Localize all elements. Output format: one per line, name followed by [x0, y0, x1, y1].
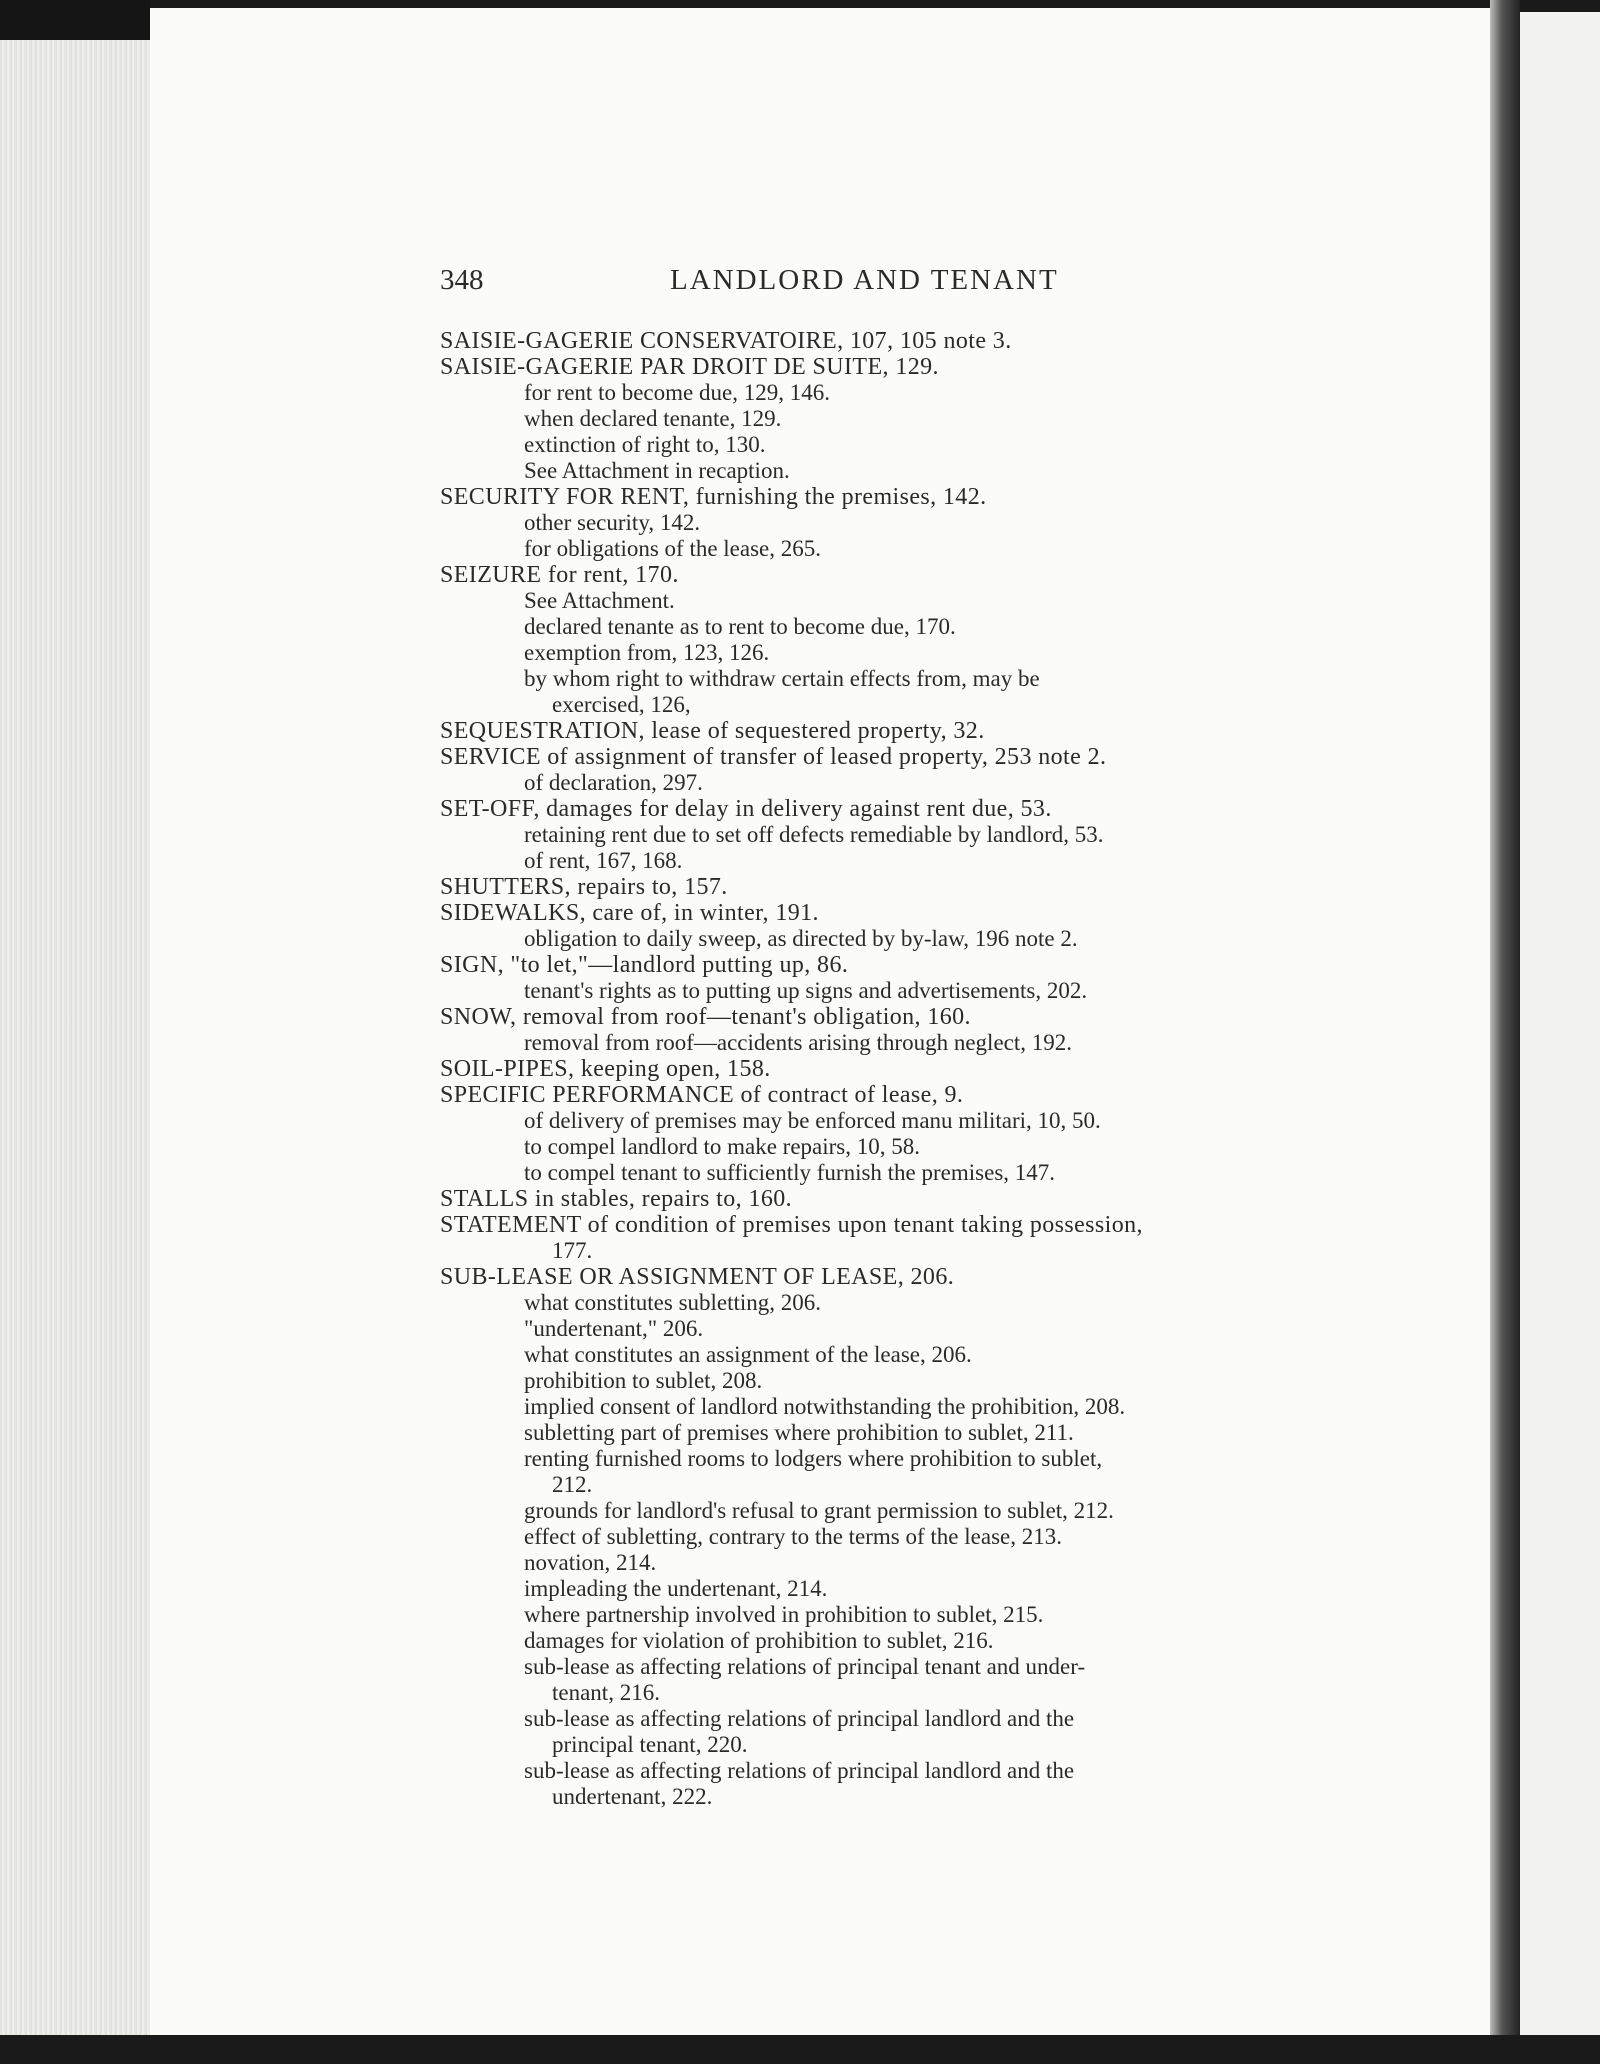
index-continuation: undertenant, 222.: [552, 1784, 713, 1809]
running-title: LANDLORD AND TENANT: [670, 264, 1059, 296]
index-subentry: exemption from, 123, 126.: [524, 640, 770, 665]
index-subentry: of rent, 167, 168.: [524, 848, 683, 873]
index-subentry: prohibition to sublet, 208.: [524, 1368, 763, 1393]
facing-page-edge: [1520, 12, 1600, 2052]
index-heading: SIGN, "to let,"—landlord putting up, 86.: [440, 952, 849, 978]
index-heading: SEIZURE for rent, 170.: [440, 562, 679, 588]
index-subentry: to compel tenant to sufficiently furnish the premises, 147.: [524, 1160, 1056, 1185]
index-subentry: damages for violation of prohibition to sublet, 216.: [524, 1628, 994, 1653]
index-heading: STALLS in stables, repairs to, 160.: [440, 1186, 793, 1212]
index-continuation: exercised, 126,: [552, 692, 691, 717]
index-heading: SIDEWALKS, care of, in winter, 191.: [440, 900, 819, 926]
index-subentry: extinction of right to, 130.: [524, 432, 766, 457]
page-edges-top: [0, 0, 150, 40]
index-subentry: declared tenante as to rent to become due, 170.: [524, 614, 956, 639]
index-heading: SPECIFIC PERFORMANCE of contract of lease, 9.: [440, 1082, 964, 1108]
index-heading: SAISIE-GAGERIE CONSERVATOIRE, 107, 105 note 3.: [440, 328, 1012, 354]
stacked-page-edges: [0, 40, 150, 2035]
index-heading: SNOW, removal from roof—tenant's obligation, 160.: [440, 1004, 971, 1030]
index-subentry: where partnership involved in prohibition to sublet, 215.: [524, 1602, 1044, 1627]
index-heading: SERVICE of assignment of transfer of leased property, 253 note 2.: [440, 744, 1107, 770]
index-heading: SET-OFF, damages for delay in delivery against rent due, 53.: [440, 796, 1052, 822]
index-subentry: implied consent of landlord notwithstanding the prohibition, 208.: [524, 1394, 1126, 1419]
index-subentry: tenant's rights as to putting up signs and advertisements, 202.: [524, 978, 1088, 1003]
index-subentry: sub-lease as affecting relations of principal landlord and the: [524, 1758, 1075, 1783]
page-number: 348: [440, 264, 484, 296]
index-subentry: by whom right to withdraw certain effects from, may be: [524, 666, 1040, 691]
index-subentry: "undertenant," 206.: [524, 1316, 704, 1341]
index-subentry: to compel landlord to make repairs, 10, 58.: [524, 1134, 921, 1159]
index-subentry: retaining rent due to set off defects remediable by landlord, 53.: [524, 822, 1104, 847]
index-subentry: renting furnished rooms to lodgers where prohibition to sublet,: [524, 1446, 1103, 1471]
index-heading: SOIL-PIPES, keeping open, 158.: [440, 1056, 771, 1082]
index-subentry: grounds for landlord's refusal to grant permission to sublet, 212.: [524, 1498, 1114, 1523]
index-continuation: 212.: [552, 1472, 593, 1497]
index-heading: SEQUESTRATION, lease of sequestered property, 32.: [440, 718, 985, 744]
bottom-shadow: [0, 2035, 1600, 2064]
index-continuation: tenant, 216.: [552, 1680, 660, 1705]
index-subentry: subletting part of premises where prohibition to sublet, 211.: [524, 1420, 1074, 1445]
index-subentry: sub-lease as affecting relations of principal landlord and the: [524, 1706, 1075, 1731]
index-heading: SAISIE-GAGERIE PAR DROIT DE SUITE, 129.: [440, 354, 939, 380]
index-subentry: for obligations of the lease, 265.: [524, 536, 822, 561]
index-heading: STATEMENT of condition of premises upon tenant taking possession,: [440, 1212, 1143, 1238]
index-subentry: sub-lease as affecting relations of principal tenant and under-: [524, 1654, 1086, 1679]
index-subentry: impleading the undertenant, 214.: [524, 1576, 828, 1601]
index-subentry: other security, 142.: [524, 510, 701, 535]
index-subentry: of delivery of premises may be enforced manu militari, 10, 50.: [524, 1108, 1101, 1133]
index-subentry: novation, 214.: [524, 1550, 657, 1575]
book-gutter: [1490, 0, 1520, 2064]
index-subentry: what constitutes subletting, 206.: [524, 1290, 822, 1315]
index-subentry: of declaration, 297.: [524, 770, 703, 795]
index-heading: SUB-LEASE OR ASSIGNMENT OF LEASE, 206.: [440, 1264, 955, 1290]
index-subentry: removal from roof—accidents arising through neglect, 192.: [524, 1030, 1073, 1055]
index-subentry: what constitutes an assignment of the lease, 206.: [524, 1342, 972, 1367]
index-continuation: 177.: [552, 1238, 593, 1263]
index-heading: SECURITY FOR RENT, furnishing the premises, 142.: [440, 484, 987, 510]
index-subentry: See Attachment.: [524, 588, 675, 613]
index-heading: SHUTTERS, repairs to, 157.: [440, 874, 728, 900]
index-continuation: principal tenant, 220.: [552, 1732, 748, 1757]
index-subentry: See Attachment in recaption.: [524, 458, 790, 483]
page-header: [440, 264, 1059, 304]
index-subentry: when declared tenante, 129.: [524, 406, 782, 431]
index-subentry: for rent to become due, 129, 146.: [524, 380, 830, 405]
index-subentry: obligation to daily sweep, as directed by by-law, 196 note 2.: [524, 926, 1078, 951]
index-entries: [440, 328, 1280, 1810]
index-subentry: effect of subletting, contrary to the terms of the lease, 213.: [524, 1524, 1062, 1549]
